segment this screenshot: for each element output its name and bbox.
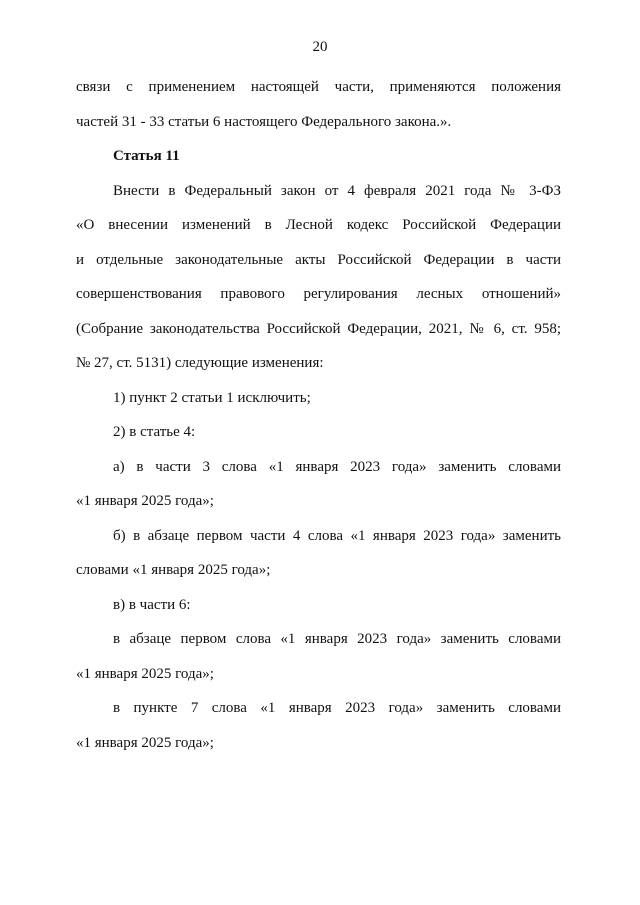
page-number: 20	[312, 39, 328, 55]
text-line: «О внесении изменений в Лесной кодекс Российской Федерации	[76, 217, 561, 233]
text-line: в пункте 7 слова «1 января 2023 года» заменить словами	[113, 700, 561, 716]
text-line: (Собрание законодательства Российской Федерации, 2021, № 6, ст. 958;	[76, 320, 561, 337]
text-line: Внести в Федеральный закон от 4 февраля 2021 года № 3-ФЗ	[113, 182, 561, 199]
sub-item: а) в части 3 слова «1 января 2023 года» заменить словами	[113, 458, 561, 475]
article-heading: Статья 11	[113, 148, 180, 164]
text-line: «1 января 2025 года»;	[76, 665, 214, 682]
text-line: частей 31 - 33 статьи 6 настоящего Федерального закона.».	[76, 113, 452, 130]
sub-item: в) в части 6:	[113, 596, 191, 613]
text-line: словами «1 января 2025 года»;	[76, 562, 271, 578]
text-line: совершенствования правового регулирования лесных отношений»	[76, 286, 561, 302]
text-line: № 27, ст. 5131) следующие изменения:	[76, 355, 324, 371]
text-line: «1 января 2025 года»;	[76, 493, 214, 509]
text-line: связи с применением настоящей части, применяются положения	[76, 79, 561, 95]
document-body	[76, 70, 561, 760]
sub-item: б) в абзаце первом части 4 слова «1 января 2023 года» заменить	[113, 527, 561, 544]
text-line: и отдельные законодательные акты Российской Федерации в части	[76, 251, 561, 268]
text-line: «1 января 2025 года»;	[76, 734, 214, 751]
list-item: 1) пункт 2 статьи 1 исключить;	[113, 389, 311, 406]
text-line: в абзаце первом слова «1 января 2023 года» заменить словами	[113, 631, 561, 647]
list-item: 2) в статье 4:	[113, 424, 196, 440]
